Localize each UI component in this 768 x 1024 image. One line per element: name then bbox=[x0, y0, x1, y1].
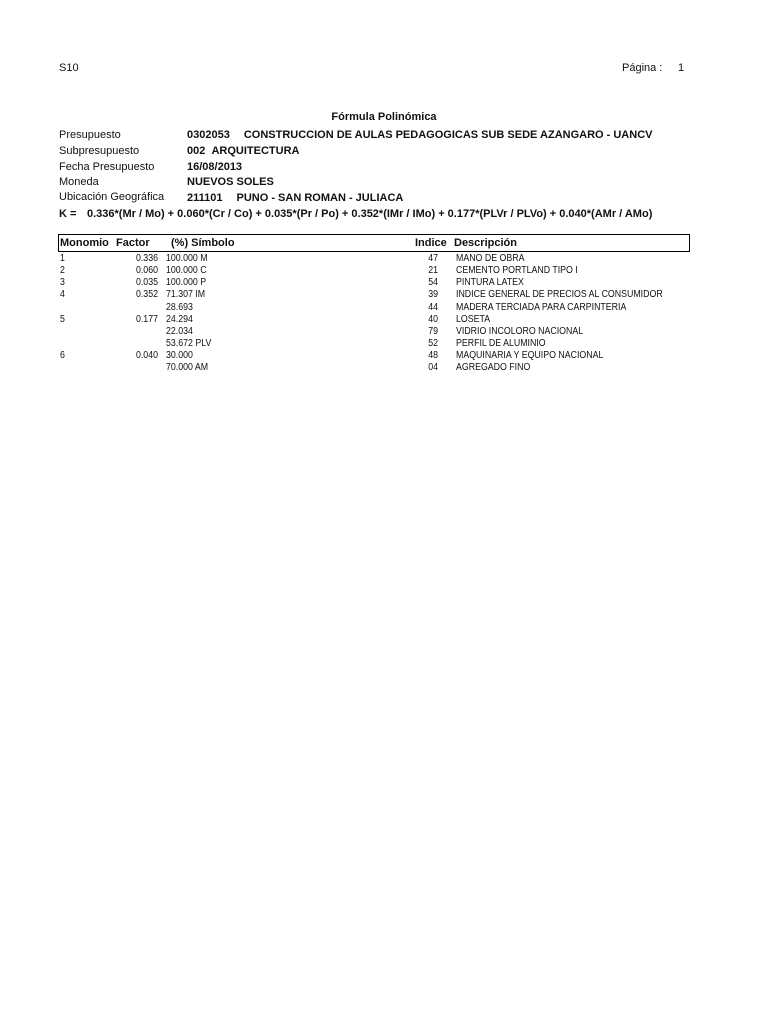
ubicacion-name: PUNO - SAN ROMAN - JULIACA bbox=[236, 192, 404, 204]
page-number: 1 bbox=[678, 62, 685, 74]
page-label: Página : bbox=[622, 62, 663, 74]
col-indice-header: Indice bbox=[415, 237, 447, 249]
cell-indice: 40 bbox=[428, 313, 438, 325]
cell-porcentaje-simbolo: 100.000 C bbox=[166, 265, 207, 277]
formula-prefix: K = bbox=[59, 208, 77, 220]
presupuesto-label: Presupuesto bbox=[59, 129, 121, 141]
cell-porcentaje-simbolo: 100.000 M bbox=[166, 253, 208, 264]
cell-porcentaje-simbolo: 53.672 PLV bbox=[166, 338, 212, 350]
system-label: S10 bbox=[59, 62, 79, 74]
cell-indice: 39 bbox=[428, 289, 438, 301]
cell-factor: 0.352 bbox=[135, 289, 158, 301]
cell-indice: 54 bbox=[428, 277, 438, 289]
cell-factor: 0.177 bbox=[135, 313, 158, 325]
cell-indice: 21 bbox=[428, 265, 438, 277]
fecha-value: 16/08/2013 bbox=[187, 161, 243, 173]
cell-porcentaje-simbolo: 30.000 bbox=[166, 350, 193, 362]
cell-descripcion: MANO DE OBRA bbox=[456, 253, 525, 264]
cell-monomio: 4 bbox=[60, 289, 65, 301]
table-row bbox=[0, 326, 768, 338]
cell-indice: 48 bbox=[428, 350, 438, 362]
cell-descripcion: AGREGADO FINO bbox=[456, 362, 531, 374]
ubicacion-value bbox=[187, 192, 403, 204]
cell-descripcion: MAQUINARIA Y EQUIPO NACIONAL bbox=[456, 350, 604, 362]
subpresupuesto-name: ARQUITECTURA bbox=[211, 145, 300, 157]
col-descripcion-header: Descripción bbox=[454, 237, 517, 249]
col-monomio-header: Monomio bbox=[60, 237, 109, 249]
table-row bbox=[0, 362, 768, 374]
cell-descripcion: PINTURA LATEX bbox=[456, 277, 524, 289]
table-row bbox=[0, 253, 768, 265]
presupuesto-value bbox=[187, 129, 652, 141]
cell-indice: 44 bbox=[428, 301, 438, 313]
table-row bbox=[0, 350, 768, 362]
polynomial-formula bbox=[59, 208, 652, 220]
fecha-label: Fecha Presupuesto bbox=[59, 161, 155, 173]
cell-indice: 79 bbox=[428, 325, 438, 337]
table-row bbox=[0, 265, 768, 277]
subpresupuesto-label: Subpresupuesto bbox=[59, 145, 140, 157]
table-row bbox=[0, 289, 768, 301]
moneda-value: NUEVOS SOLES bbox=[187, 176, 274, 188]
cell-porcentaje-simbolo: 24.294 bbox=[166, 313, 193, 325]
col-simbolo-header: (%) Símbolo bbox=[171, 237, 235, 249]
cell-porcentaje-simbolo: 71.307 IM bbox=[166, 289, 206, 301]
table-row bbox=[0, 277, 768, 289]
cell-descripcion: CEMENTO PORTLAND TIPO I bbox=[456, 265, 578, 277]
cell-monomio: 1 bbox=[60, 253, 65, 264]
cell-monomio: 5 bbox=[60, 313, 65, 325]
cell-descripcion: MADERA TERCIADA PARA CARPINTERIA bbox=[456, 301, 627, 313]
table-header bbox=[58, 234, 690, 252]
cell-porcentaje-simbolo: 22.034 bbox=[166, 325, 193, 337]
cell-monomio: 3 bbox=[60, 277, 65, 289]
formula-expression: 0.336*(Mr / Mo) + 0.060*(Cr / Co) + 0.035*(Pr / Po) + 0.352*(IMr / IMo) + 0.177*(PLVr / PLVo) + 0.040*(AMr / AMo) bbox=[87, 208, 653, 220]
subpresupuesto-value bbox=[187, 145, 299, 157]
table-row bbox=[0, 302, 768, 314]
cell-factor: 0.336 bbox=[135, 253, 158, 264]
cell-factor: 0.040 bbox=[135, 350, 158, 362]
ubicacion-code: 211101 bbox=[187, 192, 223, 204]
moneda-label: Moneda bbox=[59, 176, 99, 188]
cell-porcentaje-simbolo: 70.000 AM bbox=[166, 362, 209, 374]
subpresupuesto-code: 002 bbox=[187, 145, 206, 157]
ubicacion-label: Ubicación Geográfica bbox=[59, 191, 165, 203]
cell-descripcion: VIDRIO INCOLORO NACIONAL bbox=[456, 325, 584, 337]
cell-indice: 04 bbox=[428, 362, 438, 374]
cell-descripcion: LOSETA bbox=[456, 313, 491, 325]
cell-descripcion: INDICE GENERAL DE PRECIOS AL CONSUMIDOR bbox=[456, 289, 663, 301]
col-factor-header: Factor bbox=[116, 237, 150, 249]
cell-indice: 52 bbox=[428, 338, 438, 350]
table-row bbox=[0, 338, 768, 350]
cell-factor: 0.060 bbox=[135, 265, 158, 277]
presupuesto-name: CONSTRUCCION DE AULAS PEDAGOGICAS SUB SEDE AZANGARO - UANCV bbox=[243, 129, 653, 141]
document-title: Fórmula Polinómica bbox=[331, 111, 437, 123]
table-row bbox=[0, 314, 768, 326]
cell-monomio: 2 bbox=[60, 265, 65, 277]
cell-descripcion: PERFIL DE ALUMINIO bbox=[456, 338, 546, 350]
cell-porcentaje-simbolo: 100.000 P bbox=[166, 277, 207, 289]
cell-monomio: 6 bbox=[60, 350, 65, 362]
cell-porcentaje-simbolo: 28.693 bbox=[166, 301, 193, 313]
cell-factor: 0.035 bbox=[135, 277, 158, 289]
presupuesto-code: 0302053 bbox=[187, 129, 230, 141]
cell-indice: 47 bbox=[428, 253, 438, 264]
